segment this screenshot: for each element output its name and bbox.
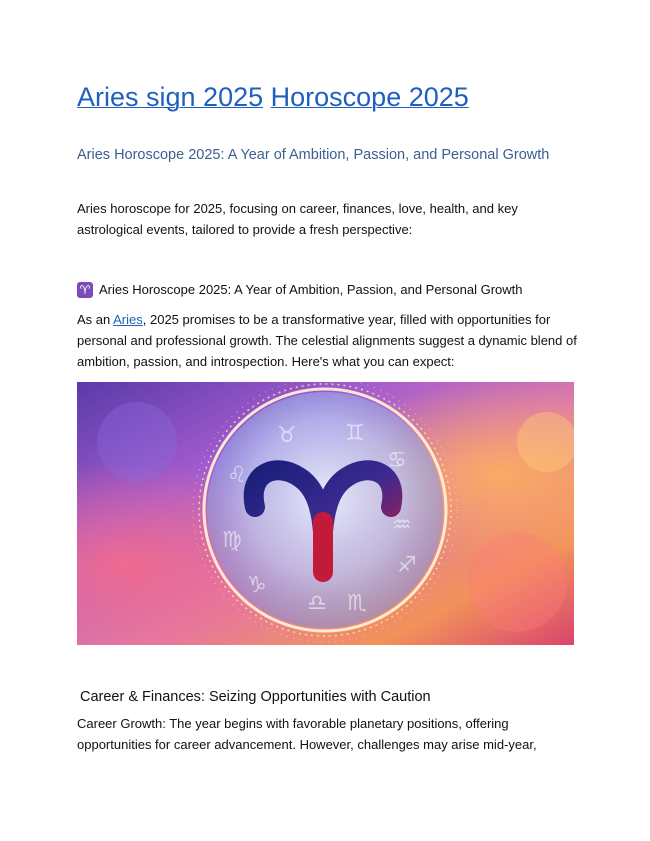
section-heading-text: Aries Horoscope 2025: A Year of Ambition, Passion, and Personal Growth xyxy=(99,282,523,297)
svg-text:♑: ♑ xyxy=(247,573,267,598)
intro-paragraph: Aries horoscope for 2025, focusing on career, finances, love, health, and key astrological events, tailored to provide a fresh perspective: xyxy=(77,201,518,237)
svg-text:♊: ♊ xyxy=(345,421,365,446)
aries-hero-image xyxy=(77,382,574,645)
svg-text:♋: ♋ xyxy=(387,448,407,473)
svg-text:♎: ♎ xyxy=(307,591,327,616)
page-title xyxy=(77,80,469,114)
section-heading xyxy=(77,279,522,300)
aries-icon: ♈ xyxy=(77,282,93,298)
hero-illustration xyxy=(77,382,574,645)
career-paragraph: Career Growth: The year begins with favorable planetary positions, offering opportunities for career advancement. However, challenges may arise mid-year, xyxy=(77,716,537,752)
overview-prefix: As an xyxy=(77,312,114,327)
title-link-aries-sign[interactable]: Aries sign 2025 xyxy=(77,82,264,112)
title-link-horoscope[interactable]: Horoscope 2025 xyxy=(270,82,469,112)
career-heading: Career & Finances: Seizing Opportunities with Caution xyxy=(80,689,431,705)
aries-link[interactable]: Aries xyxy=(113,312,143,327)
svg-text:♐: ♐ xyxy=(397,553,417,578)
svg-text:♒: ♒ xyxy=(392,513,412,538)
page-subtitle: Aries Horoscope 2025: A Year of Ambition, Passion, and Personal Growth xyxy=(77,147,550,163)
svg-text:♍: ♍ xyxy=(222,528,242,553)
overview-text: , 2025 promises to be a transformative year, filled with opportunities for personal and professional growth. The celestial alignments suggest a dynamic blend of ambition, passion, and introspection. Here's what you can expect: xyxy=(77,312,577,369)
overview-paragraph xyxy=(77,309,577,372)
svg-text:♌: ♌ xyxy=(227,463,247,488)
svg-text:♏: ♏ xyxy=(347,591,367,616)
svg-text:♉: ♉ xyxy=(277,423,297,448)
